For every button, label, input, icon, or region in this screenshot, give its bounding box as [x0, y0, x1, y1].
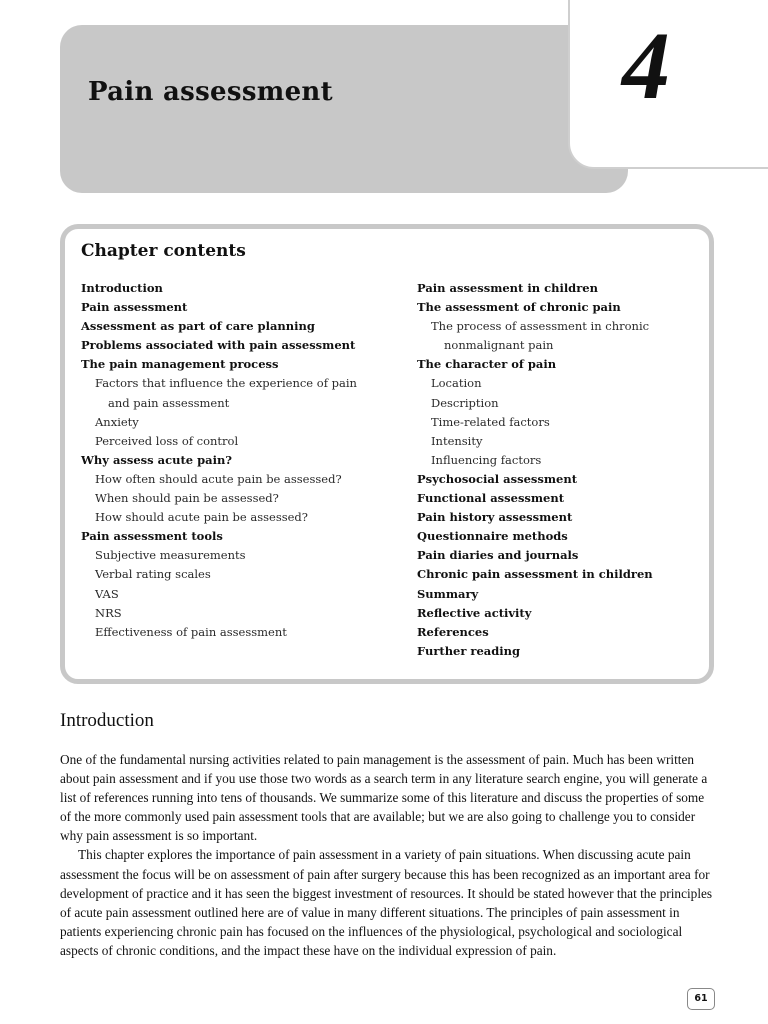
contents-entry: Time-related factors — [431, 414, 550, 429]
contents-entry: VAS — [95, 586, 119, 601]
contents-entry: Chronic pain assessment in children — [417, 567, 653, 582]
contents-entry: Problems associated with pain assessment — [81, 338, 356, 353]
introduction-heading: Introduction — [60, 710, 154, 731]
contents-entry: Location — [431, 376, 482, 391]
contents-entry: Summary — [417, 586, 479, 601]
contents-entry: The process of assessment in chronic — [431, 319, 650, 334]
contents-entry: Influencing factors — [431, 452, 542, 467]
contents-entry: Pain assessment — [81, 300, 188, 315]
contents-entry: Subjective measurements — [95, 548, 246, 563]
contents-entry: Description — [431, 395, 499, 410]
chapter-contents-heading: Chapter contents — [81, 241, 246, 261]
contents-entry: Functional assessment — [417, 491, 565, 506]
contents-entry: Further reading — [417, 643, 521, 658]
contents-entry: Assessment as part of care planning — [81, 319, 315, 334]
introduction-paragraph: One of the fundamental nursing activities related to pain management is the assessment of pain. Much has been written about pain assessment and if you use those two words as a search term in any literature search engine, you will generate a list of references running into tens of thousands. We summarize some of this literature and discuss the properties of some of the more commonly used pain assessment tools that are available; but we are also going to challenge you to consider why pain assessment is so important. — [60, 752, 708, 844]
page-number: 61 — [687, 988, 715, 1010]
contents-entry: Pain diaries and journals — [417, 548, 579, 563]
chapter-title: Pain assessment — [88, 77, 333, 107]
contents-entry: When should pain be assessed? — [95, 491, 279, 506]
contents-entry: Why assess acute pain? — [81, 452, 233, 467]
contents-left-column — [81, 279, 401, 642]
introduction-body — [60, 750, 716, 960]
contents-entry: Factors that influence the experience of pain — [95, 376, 357, 391]
contents-entry: Psychosocial assessment — [417, 471, 578, 486]
chapter-title-band — [60, 25, 628, 193]
contents-entry: Reflective activity — [417, 605, 532, 620]
chapter-number: 4 — [622, 12, 670, 119]
contents-entry: Questionnaire methods — [417, 529, 568, 544]
contents-entry: Pain history assessment — [417, 510, 573, 525]
contents-entry: Anxiety — [95, 414, 139, 429]
introduction-paragraph: This chapter explores the importance of pain assessment in a variety of pain situations. When discussing acute pain assessment the focus will be on assessment of pain after surgery because this has been recognized as an important area for development of practice and it has seen the biggest investment of resources. It should be stated however that the principles of acute pain assessment outlined here are of value in many different situations. The principles of pain assessment in patients experiencing chronic pain has focused on the influences of the physiological, psychological and sociological aspects of chronic conditions, and the impact these have on the individual expression of pain. — [60, 847, 713, 958]
contents-entry: The pain management process — [81, 357, 279, 372]
contents-entry: Perceived loss of control — [95, 433, 239, 448]
contents-entry: Effectiveness of pain assessment — [95, 624, 287, 639]
contents-entry: How should acute pain be assessed? — [95, 510, 308, 525]
contents-entry: How often should acute pain be assessed? — [95, 471, 342, 486]
contents-entry: Intensity — [431, 433, 483, 448]
contents-entry: Pain assessment in children — [417, 281, 598, 295]
contents-entry: The assessment of chronic pain — [417, 300, 621, 315]
contents-entry: Verbal rating scales — [95, 567, 211, 582]
contents-entry: and pain assessment — [108, 395, 230, 410]
contents-right-column — [417, 279, 702, 661]
contents-entry: Introduction — [81, 281, 163, 295]
contents-entry: The character of pain — [417, 357, 557, 372]
contents-entry: References — [417, 624, 489, 639]
contents-entry: nonmalignant pain — [444, 338, 554, 353]
contents-entry: NRS — [95, 605, 122, 620]
contents-entry: Pain assessment tools — [81, 529, 223, 544]
